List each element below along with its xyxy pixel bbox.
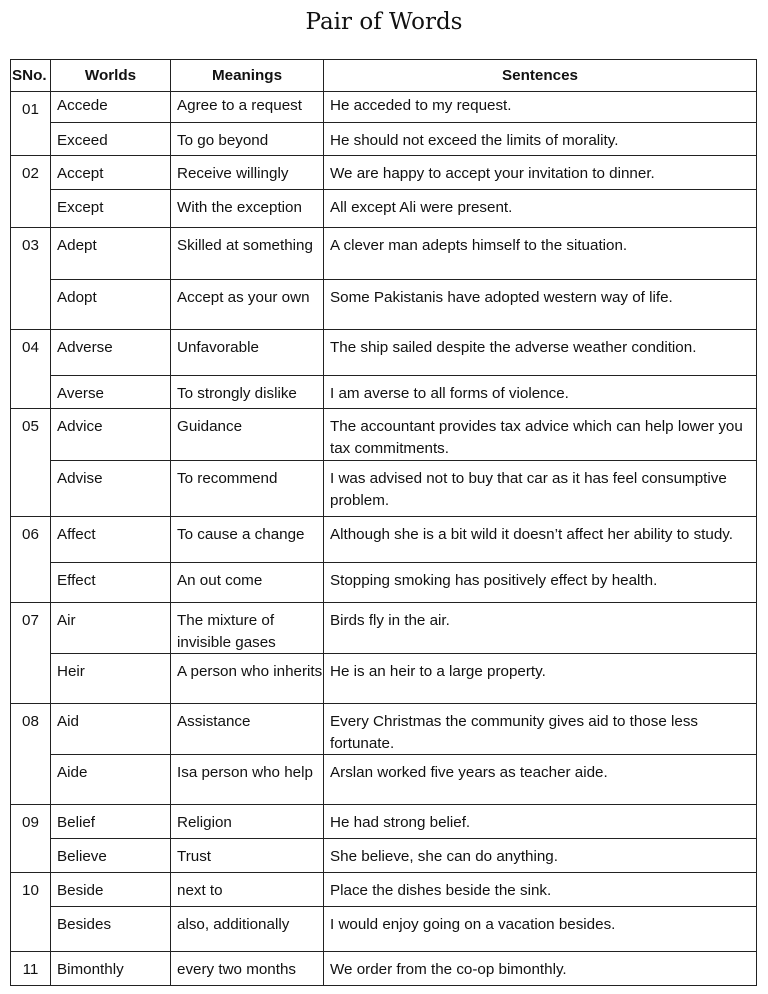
word-cell: Advice [51,409,171,461]
table-row [11,654,757,704]
row-number [11,280,51,330]
meaning-cell: next to [171,873,324,907]
word-cell: Air [51,603,171,654]
row-number: 08 [11,704,51,755]
sentence-cell: He had strong belief. [324,805,757,839]
sentence-cell: Arslan worked five years as teacher aide. [324,755,757,805]
meaning-cell: Agree to a request [171,92,324,123]
sentence-cell: Stopping smoking has positively effect by health. [324,563,757,603]
table-row [11,805,757,839]
table-row [11,755,757,805]
table-row [11,704,757,755]
word-cell: Adept [51,228,171,280]
meaning-cell: every two months [171,952,324,986]
word-cell: Advise [51,461,171,517]
table-row [11,461,757,517]
word-cell: Besides [51,907,171,952]
meaning-cell: Assistance [171,704,324,755]
row-number: 10 [11,873,51,907]
sentence-cell: He should not exceed the limits of morality. [324,123,757,156]
row-number [11,839,51,873]
word-cell: Aide [51,755,171,805]
table-row [11,280,757,330]
page-title: Pair of Words [305,9,463,35]
meaning-cell: An out come [171,563,324,603]
header-row [11,60,757,92]
sentence-cell: Some Pakistanis have adopted western way of life. [324,280,757,330]
table-row [11,409,757,461]
meaning-cell: also, additionally [171,907,324,952]
row-number [11,755,51,805]
meaning-cell: To cause a change [171,517,324,563]
row-number [11,461,51,517]
meaning-cell: To go beyond [171,123,324,156]
sentence-cell: She believe, she can do anything. [324,839,757,873]
word-cell: Aid [51,704,171,755]
table-row [11,376,757,409]
meaning-cell: With the exception [171,190,324,228]
row-number [11,190,51,228]
row-number [11,654,51,704]
word-cell: Accept [51,156,171,190]
table-row [11,952,757,986]
meaning-cell: Accept as your own [171,280,324,330]
row-number: 01 [11,92,51,123]
row-number: 02 [11,156,51,190]
meaning-cell: Trust [171,839,324,873]
table-row [11,156,757,190]
meaning-cell: The mixture of invisible gases [171,603,324,654]
meaning-cell: Guidance [171,409,324,461]
sentence-cell: The ship sailed despite the adverse weather condition. [324,330,757,376]
header-words: Worlds [51,60,171,92]
word-cell: Except [51,190,171,228]
word-cell: Averse [51,376,171,409]
sentence-cell: I am averse to all forms of violence. [324,376,757,409]
meaning-cell: Isa person who help [171,755,324,805]
sentence-cell: I was advised not to buy that car as it has feel consumptive problem. [324,461,757,517]
table-row [11,907,757,952]
sentence-cell: The accountant provides tax advice which can help lower you tax commitments. [324,409,757,461]
row-number [11,563,51,603]
word-cell: Adverse [51,330,171,376]
row-number: 09 [11,805,51,839]
word-cell: Accede [51,92,171,123]
sentence-cell: He is an heir to a large property. [324,654,757,704]
table-row [11,517,757,563]
sentence-cell: A clever man adepts himself to the situation. [324,228,757,280]
word-cell: Adopt [51,280,171,330]
row-number: 05 [11,409,51,461]
word-cell: Heir [51,654,171,704]
meaning-cell: To strongly dislike [171,376,324,409]
table-row [11,123,757,156]
meaning-cell: To recommend [171,461,324,517]
row-number: 06 [11,517,51,563]
table-row [11,228,757,280]
word-cell: Beside [51,873,171,907]
word-cell: Effect [51,563,171,603]
sentence-cell: All except Ali were present. [324,190,757,228]
meaning-cell: Receive willingly [171,156,324,190]
word-cell: Exceed [51,123,171,156]
row-number: 03 [11,228,51,280]
word-cell: Bimonthly [51,952,171,986]
table-row [11,873,757,907]
header-sno: SNo. [11,60,51,92]
sentence-cell: Every Christmas the community gives aid to those less fortunate. [324,704,757,755]
meaning-cell: Unfavorable [171,330,324,376]
header-sentences: Sentences [324,60,757,92]
sentence-cell: I would enjoy going on a vacation besides. [324,907,757,952]
table-row [11,839,757,873]
table-row [11,563,757,603]
word-cell: Belief [51,805,171,839]
table-row [11,603,757,654]
meaning-cell: A person who inherits [171,654,324,704]
row-number [11,907,51,952]
sentence-cell: Place the dishes beside the sink. [324,873,757,907]
sentence-cell: We are happy to accept your invitation to dinner. [324,156,757,190]
meaning-cell: Religion [171,805,324,839]
sentence-cell: We order from the co-op bimonthly. [324,952,757,986]
word-cell: Affect [51,517,171,563]
row-number: 07 [11,603,51,654]
sentence-cell: Birds fly in the air. [324,603,757,654]
table-row [11,190,757,228]
table-row [11,330,757,376]
row-number [11,376,51,409]
row-number: 11 [11,952,51,986]
header-meanings: Meanings [171,60,324,92]
word-pairs-table [10,59,757,986]
sentence-cell: He acceded to my request. [324,92,757,123]
sentence-cell: Although she is a bit wild it doesn’t affect her ability to study. [324,517,757,563]
row-number [11,123,51,156]
word-cell: Believe [51,839,171,873]
table-row [11,92,757,123]
meaning-cell: Skilled at something [171,228,324,280]
table-body [11,92,757,986]
row-number: 04 [11,330,51,376]
